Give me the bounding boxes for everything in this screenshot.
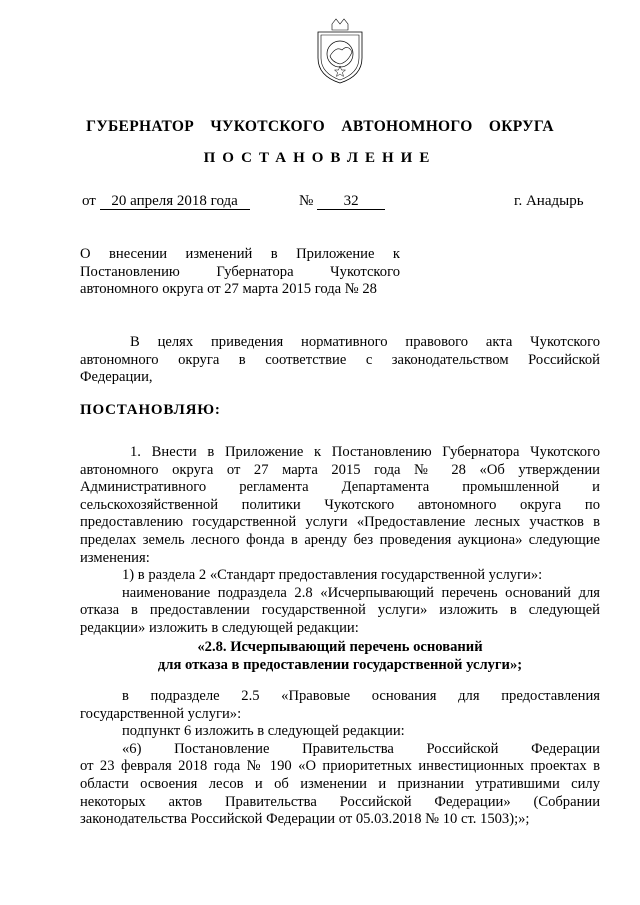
- paragraph-2: [80, 688, 600, 829]
- document-date: 20 апреля 2018 года: [100, 194, 250, 210]
- body-line: сельскохозяйственной политики Чукотского автономного округа по: [80, 496, 600, 513]
- body-line: в подразделе 2.5 «Правовые основания для предоставления: [122, 688, 600, 704]
- body-line: предоставлению государственной услуги «Предоставление лесных участков в: [80, 514, 600, 531]
- date-field: [82, 193, 250, 210]
- preamble: [80, 334, 600, 387]
- title-line: автономного округа от 27 марта 2015 года № 28: [80, 281, 377, 297]
- body-line: некоторых актов Правительства Российской Федерации» (Собрании: [80, 793, 600, 810]
- document-title: [80, 246, 400, 299]
- quote-line: для отказа в предоставлении государственной услуги»;: [157, 656, 523, 673]
- body-line: наименование подраздела 2.8 «Исчерпывающий перечень оснований для: [122, 584, 600, 601]
- preamble-line: Федерации,: [80, 369, 153, 386]
- body-line: автономного округа от 27 марта 2015 года № 28 «Об утверждении: [80, 461, 600, 478]
- paragraph-1: [80, 444, 600, 638]
- body-line: редакции» изложить в следующей редакции:: [80, 619, 359, 636]
- body-line: пределах земель лесного фонда в аренду без проведения аукциона» следующие: [80, 531, 600, 548]
- body-line: изменения:: [80, 549, 150, 566]
- date-prefix: от: [82, 193, 96, 209]
- coat-of-arms-emblem: [312, 18, 368, 86]
- body-line: отказа в предоставлении государственной услуги» изложить в следующей: [80, 602, 600, 619]
- title-line: Постановлению Губернатора Чукотского: [80, 263, 400, 280]
- quote-line: «2.8. Исчерпывающий перечень оснований: [197, 639, 483, 655]
- body-line: подпункт 6 изложить в следующей редакции:: [122, 723, 405, 740]
- body-line: 1. Внести в Приложение к Постановлению Губернатора Чукотского: [130, 444, 600, 460]
- document-city: г. Анадырь: [514, 193, 584, 209]
- body-line: «6) Постановление Правительства Российской Федерации: [122, 740, 600, 757]
- body-line: Административного регламента Департамента промышленной и: [80, 479, 600, 496]
- body-line: области освоения лесов и об изменении и признании утратившими силу: [80, 775, 600, 792]
- number-field: [299, 193, 385, 210]
- title-line: О внесении изменений в Приложение к: [80, 246, 400, 262]
- preamble-line: В целях приведения нормативного правового акта Чукотского: [130, 334, 600, 350]
- body-line: государственной услуги»:: [80, 705, 242, 722]
- preamble-line: автономного округа в соответствие с законодательством Российской: [80, 351, 600, 368]
- quote-heading: [80, 639, 600, 674]
- item-1: 1) в раздела 2 «Стандарт предоставления государственной услуги»:: [122, 567, 543, 584]
- body-line: законодательства Российской Федерации от 05.03.2018 № 10 ст. 1503);»;: [80, 811, 530, 828]
- resolve-heading: ПОСТАНОВЛЯЮ:: [80, 402, 221, 418]
- number-sign: №: [299, 193, 314, 209]
- body-line: от 23 февраля 2018 года № 190 «О приоритетных инвестиционных проектах в: [80, 758, 600, 775]
- organization-header: ГУБЕРНАТОР ЧУКОТСКОГО АВТОНОМНОГО ОКРУГА: [86, 118, 554, 135]
- document-number: 32: [317, 194, 385, 210]
- document-type: ПОСТАНОВЛЕНИЕ: [203, 150, 437, 166]
